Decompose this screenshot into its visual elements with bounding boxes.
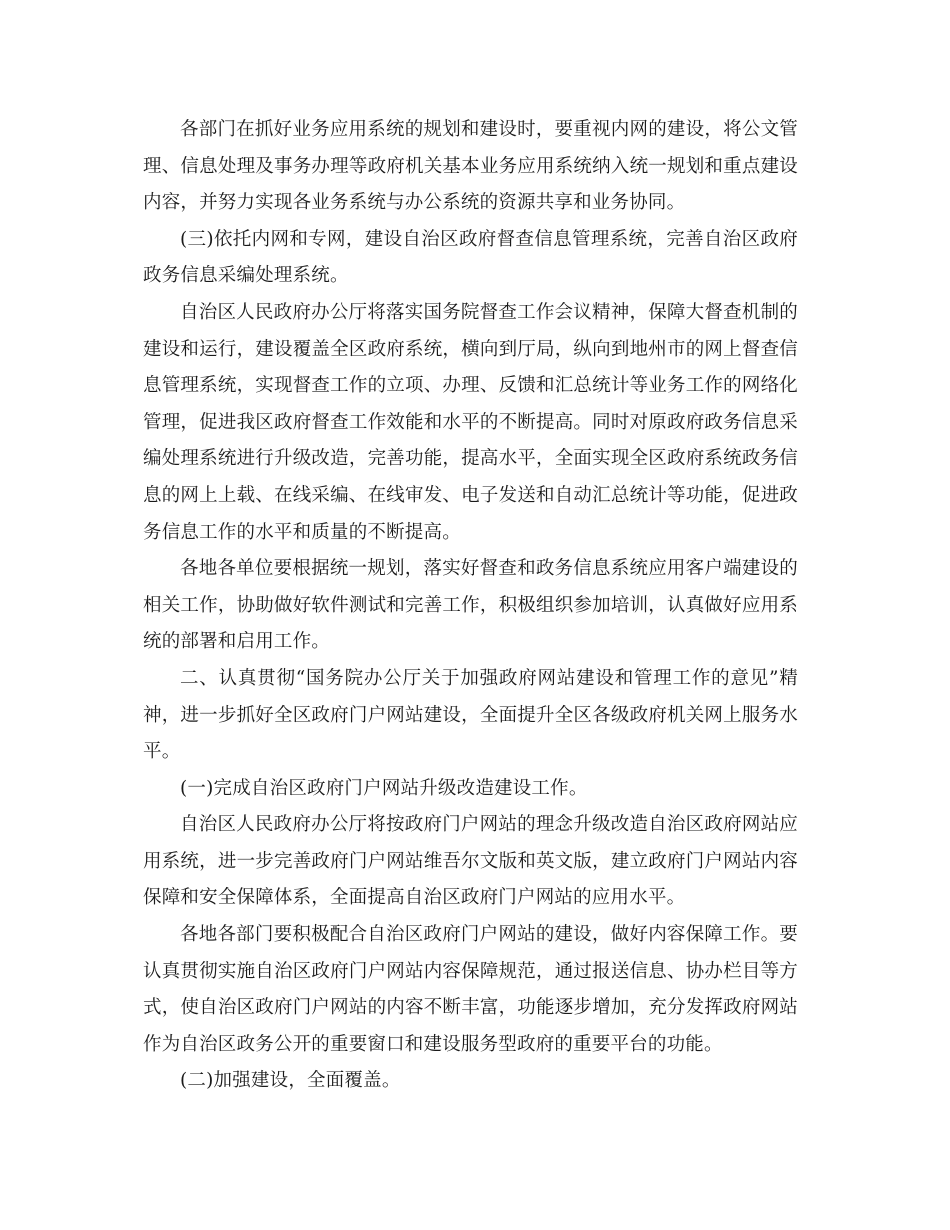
section-heading: (二)加强建设，全面覆盖。	[180, 1070, 401, 1092]
paragraph: 各部门在抓好业务应用系统的规划和建设时，要重视内网的建设，将公文管理、信息处理及事务办理等政府机关基本业务应用系统纳入统一规划和重点建设内容，并努力实现各业务系统与办公系统的资源共享和业务协同。	[143, 119, 798, 214]
document-body	[143, 112, 798, 1100]
section-heading: (三)依托内网和专网，建设自治区政府督查信息管理系统，完善自治区政府政务信息采编处理系统。	[143, 228, 798, 287]
paragraph: 自治区人民政府办公厅将落实国务院督查工作会议精神，保障大督查机制的建设和运行，建设覆盖全区政府系统，横向到厅局，纵向到地州市的网上督查信息管理系统，实现督查工作的立项、办理、反馈和汇总统计等业务工作的网络化管理，促进我区政府督查工作效能和水平的不断提高。同时对原政府政务信息采编处理系统进行升级改造，完善功能，提高水平，全面实现全区政府系统政务信息的网上上载、在线采编、在线审发、电子发送和自动汇总统计等功能，促进政务信息工作的水平和质量的不断提高。	[143, 301, 798, 543]
paragraph: 各地各单位要根据统一规划，落实好督查和政务信息系统应用客户端建设的相关工作，协助做好软件测试和完善工作，积极组织参加培训，认真做好应用系统的部署和启用工作。	[143, 558, 798, 653]
paragraph: 自治区人民政府办公厅将按政府门户网站的理念升级改造自治区政府网站应用系统，进一步完善政府门户网站维吾尔文版和英文版，建立政府门户网站内容保障和安全保障体系，全面提高自治区政府门户网站的应用水平。	[143, 814, 798, 909]
paragraph: 各地各部门要积极配合自治区政府门户网站的建设，做好内容保障工作。要认真贯彻实施自治区政府门户网站内容保障规范，通过报送信息、协办栏目等方式，使自治区政府门户网站的内容不断丰富，功能逐步增加，充分发挥政府网站作为自治区政务公开的重要窗口和建设服务型政府的重要平台的功能。	[143, 924, 798, 1055]
section-heading: 二、认真贯彻“国务院办公厅关于加强政府网站建设和管理工作的意见”精神，进一步抓好全区政府门户网站建设，全面提升全区各级政府机关网上服务水平。	[143, 667, 798, 763]
section-heading: (一)完成自治区政府门户网站升级改造建设工作。	[180, 777, 588, 799]
